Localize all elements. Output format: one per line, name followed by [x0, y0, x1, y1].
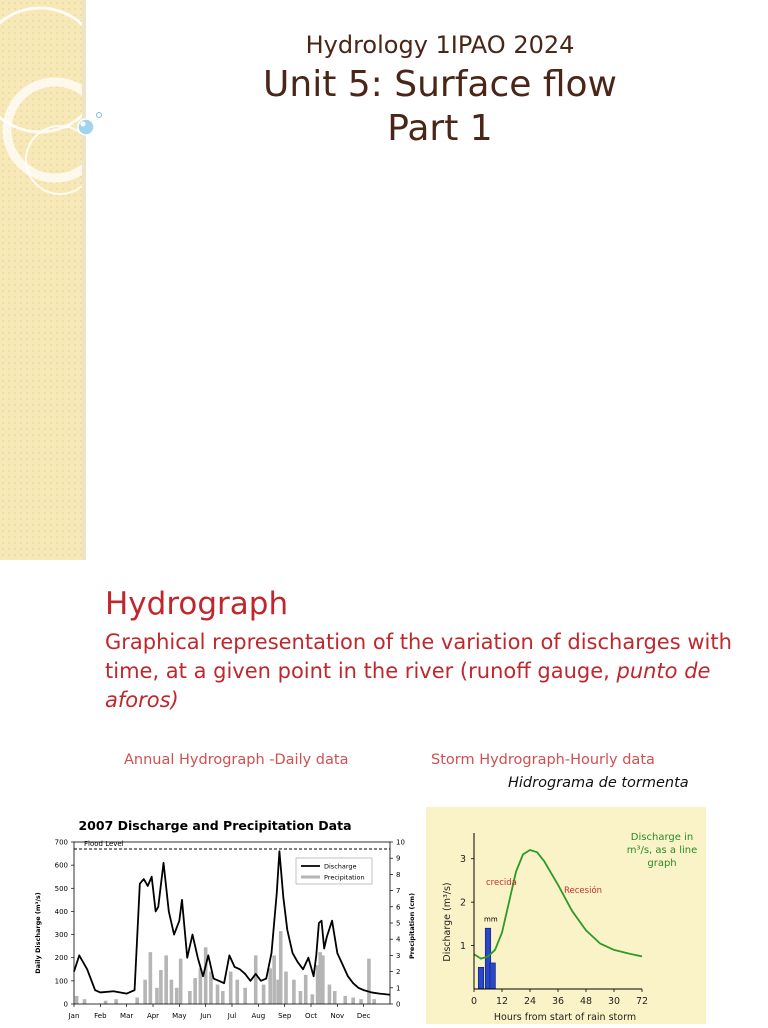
precip-bar	[175, 988, 179, 1004]
rain-bar	[490, 963, 496, 989]
annual-y2-label: Precipitation (cm)	[408, 892, 416, 960]
month-label: Apr	[146, 1012, 160, 1020]
precip-bar	[268, 968, 272, 1004]
recesion-label: Recesión	[564, 886, 603, 896]
legend-discharge-label: Discharge	[324, 862, 357, 871]
month-label: May	[172, 1012, 187, 1020]
precip-bar	[262, 985, 266, 1004]
precip-bar	[343, 996, 347, 1004]
precip-bar	[104, 1001, 108, 1004]
month-label: Nov	[330, 1012, 345, 1020]
storm-x-tick-label: 72	[635, 996, 649, 1007]
storm-x-tick-label: 30	[607, 996, 621, 1007]
storm-x-tick-label: 24	[523, 996, 537, 1007]
precip-bar	[193, 978, 197, 1004]
y2-tick-label: 4	[396, 935, 401, 944]
y2-tick-label: 1	[396, 984, 401, 993]
mm-label: mm	[484, 915, 498, 924]
definition-text: Graphical representation of the variation of discharges with time, at a given point in the river (runoff gauge,	[105, 630, 732, 683]
precip-bar	[216, 985, 220, 1004]
precip-bar	[143, 980, 147, 1004]
sidebar-edge	[82, 0, 86, 560]
hydrograph-heading: Hydrograph	[105, 586, 289, 622]
precip-bar	[304, 975, 308, 1004]
y2-tick-label: 3	[396, 951, 401, 960]
precip-bar	[155, 988, 159, 1004]
annual-y-label: Daily Discharge (m³/s)	[34, 892, 42, 974]
precip-bar	[170, 980, 174, 1004]
storm-x-tick-label: 36	[551, 996, 565, 1007]
precip-bar	[75, 996, 79, 1004]
storm-note-line: graph	[647, 858, 677, 869]
storm-y-tick-label: 3	[459, 854, 466, 866]
definition-italic-text: punto de aforos)	[105, 659, 711, 712]
y2-tick-label: 10	[396, 838, 405, 847]
flood-level-label: Flood Level	[84, 839, 124, 848]
y-tick-label: 200	[54, 954, 68, 963]
storm-y-tick-label: 2	[459, 897, 466, 909]
precip-bar	[284, 972, 288, 1004]
precip-bar	[254, 955, 258, 1004]
storm-caption-spanish: Hidrograma de tormenta	[508, 775, 689, 791]
storm-discharge-line	[474, 850, 642, 959]
y2-tick-label: 5	[396, 919, 401, 928]
precip-bar	[229, 972, 233, 1004]
month-label: Mar	[120, 1012, 134, 1020]
precip-bar	[204, 947, 208, 1004]
precip-bar	[188, 991, 192, 1004]
precip-bar	[328, 985, 332, 1004]
storm-y-label: Discharge (m³/s)	[442, 882, 453, 962]
precip-bar	[135, 998, 139, 1004]
y2-tick-label: 6	[396, 903, 401, 912]
bubble-icon	[70, 100, 180, 250]
y-tick-label: 0	[63, 1000, 68, 1009]
precip-bar	[243, 988, 247, 1004]
hydrograph-definition	[105, 628, 735, 715]
precip-bar	[311, 994, 315, 1004]
storm-chart-svg	[426, 807, 706, 1024]
storm-y-tick-label: 1	[459, 941, 466, 953]
month-label: Oct	[304, 1012, 318, 1020]
y-tick-label: 300	[54, 931, 68, 940]
y2-tick-label: 9	[396, 854, 401, 863]
precip-bar	[351, 998, 355, 1004]
storm-note-line: m³/s, as a line	[626, 845, 698, 856]
legend-precip-label: Precipitation	[324, 873, 365, 882]
y2-tick-label: 7	[396, 887, 401, 896]
precip-bar	[272, 955, 276, 1004]
storm-caption: Storm Hydrograph-Hourly data	[431, 752, 655, 768]
precip-bar	[221, 991, 225, 1004]
precip-bar	[372, 999, 376, 1004]
precip-bar	[114, 999, 118, 1004]
precip-bar	[333, 991, 337, 1004]
annual-hydrograph-chart	[26, 808, 416, 1024]
precip-bar	[83, 999, 87, 1004]
precip-bar	[164, 955, 168, 1004]
precip-bar	[159, 970, 163, 1004]
storm-note-line: Discharge in	[630, 832, 694, 843]
precip-bar	[149, 952, 153, 1004]
y2-tick-label: 0	[396, 1000, 401, 1009]
storm-x-tick-label: 0	[470, 996, 478, 1007]
y-tick-label: 400	[54, 907, 68, 916]
month-label: Aug	[251, 1012, 266, 1020]
precip-bar	[279, 931, 283, 1004]
y2-tick-label: 8	[396, 870, 401, 879]
month-label: Jun	[200, 1012, 212, 1020]
storm-x-tick-label: 48	[579, 996, 593, 1007]
annual-chart-svg	[26, 808, 416, 1024]
decorative-sidebar	[0, 0, 84, 560]
precip-bar	[179, 959, 183, 1004]
precip-bar	[235, 980, 239, 1004]
title-block	[200, 28, 680, 152]
storm-x-tick-label: 12	[495, 996, 509, 1007]
annual-caption: Annual Hydrograph -Daily data	[124, 752, 349, 768]
precip-bar	[367, 959, 371, 1004]
precip-bar	[292, 980, 296, 1004]
month-label: Feb	[94, 1012, 107, 1020]
y-tick-label: 700	[54, 838, 68, 847]
y-tick-label: 600	[54, 861, 68, 870]
month-label: Dec	[356, 1012, 371, 1020]
decorative-rings-icon	[0, 0, 84, 560]
month-label: Jul	[227, 1012, 237, 1020]
y-tick-label: 500	[54, 884, 68, 893]
annual-chart-title: 2007 Discharge and Precipitation Data	[78, 818, 352, 833]
crecida-label: crecida	[486, 878, 517, 888]
part-title: Part 1	[387, 108, 493, 149]
storm-x-label: Hours from start of rain storm	[493, 1012, 637, 1023]
y-tick-label: 100	[54, 977, 68, 986]
y2-tick-label: 2	[396, 968, 401, 977]
precip-bar	[359, 999, 363, 1004]
course-title: Hydrology 1IPAO 2024	[305, 31, 575, 59]
storm-hydrograph-chart	[426, 807, 706, 1024]
rain-bar	[478, 967, 484, 989]
unit-title: Unit 5: Surface flow	[263, 64, 617, 105]
month-label: Jan	[68, 1012, 80, 1020]
month-label: Sep	[278, 1012, 292, 1020]
precip-bar	[321, 955, 325, 1004]
precip-bar	[299, 991, 303, 1004]
